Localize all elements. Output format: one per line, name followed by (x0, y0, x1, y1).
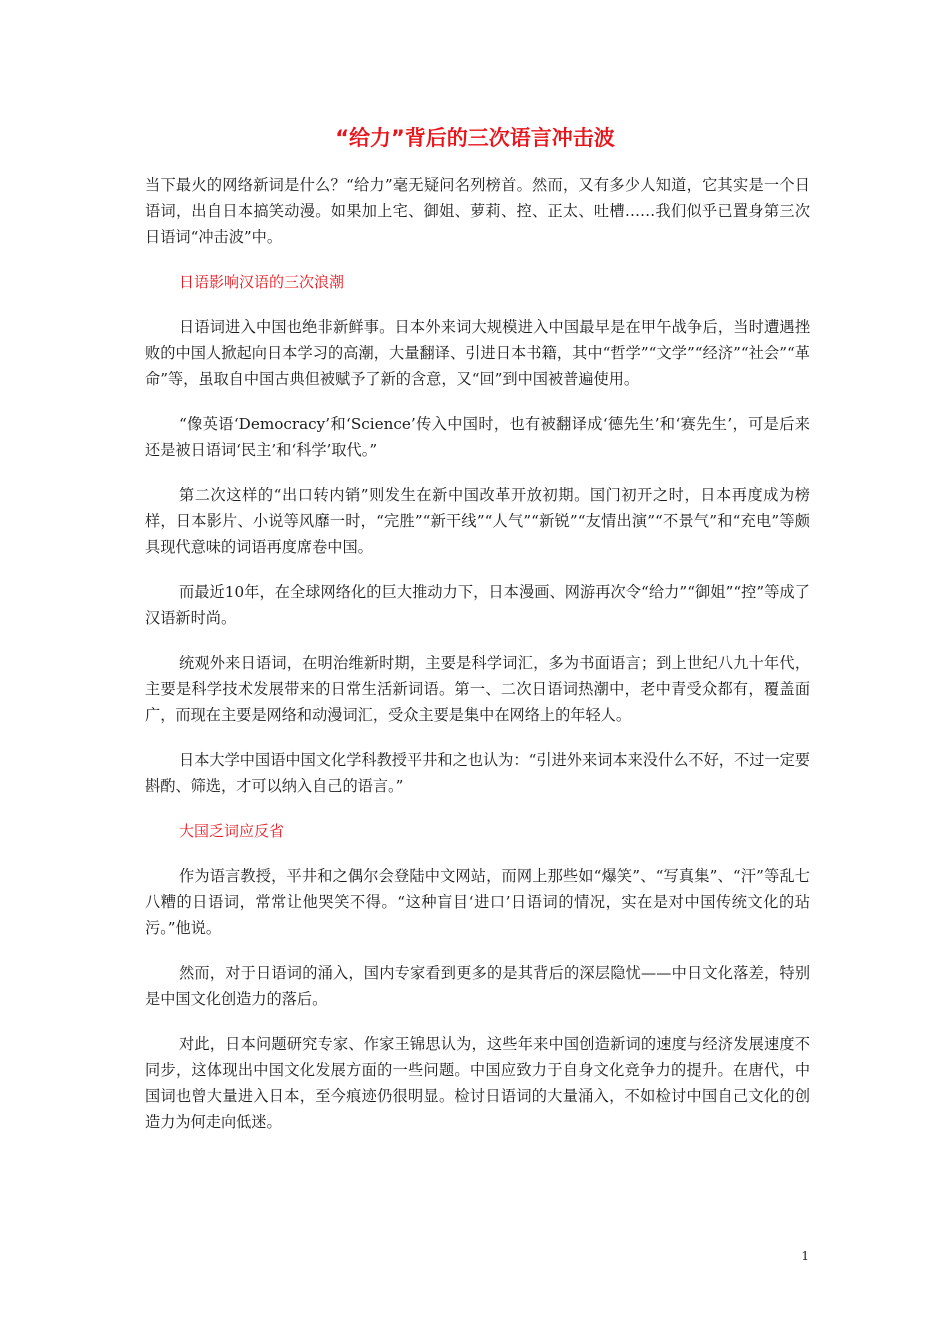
section-heading-reflection: 大国乏词应反省 (179, 822, 285, 840)
paragraph: 日语词进入中国也绝非新鲜事。日本外来词大规模进入中国最早是在甲午战争后，当时遭遇挫败的中国人掀起向日本学习的高潮，大量翻译、引进日本书籍，其中“哲学”“文学”“经济”“社会”“革命”等，虽取自中国古典但被赋予了新的含意，又“回”到中国被普遍使用。 (145, 318, 810, 388)
paragraph: 作为语言教授，平井和之偶尔会登陆中文网站，而网上那些如“爆笑”、“写真集”、“汗”等乱七八糟的日语词，常常让他哭笑不得。“这种盲目‘进口’日语词的情况，实在是对中国传统文化的玷污。”他说。 (145, 867, 810, 937)
paragraph: “像英语‘Democracy’和‘Science’传入中国时，也有被翻译成‘德先生’和‘赛先生’，可是后来还是被日语词‘民主’和‘科学’取代。” (145, 415, 810, 459)
document-body (145, 172, 810, 1154)
paragraph-intro: 当下最火的网络新词是什么？“给力”毫无疑问名列榜首。然而，又有多少人知道，它其实是一个日语词，出自日本搞笑动漫。如果加上宅、御姐、萝莉、控、正太、吐槽……我们似乎已置身第三次日语词“冲击波”中。 (145, 176, 810, 246)
section-heading-three-waves: 日语影响汉语的三次浪潮 (179, 273, 345, 291)
paragraph: 对此，日本问题研究专家、作家王锦思认为，这些年来中国创造新词的速度与经济发展速度不同步，这体现出中国文化发展方面的一些问题。中国应致力于自身文化竞争力的提升。在唐代，中国词也曾大量进入日本，至今痕迹仍很明显。检讨日语词的大量涌入，不如检讨中国自己文化的创造力为何走向低迷。 (145, 1035, 810, 1131)
paragraph: 而最近10年，在全球网络化的巨大推动力下，日本漫画、网游再次令“给力”“御姐”“控”等成了汉语新时尚。 (145, 583, 810, 627)
document-title: “给力”背后的三次语言冲击波 (335, 126, 615, 150)
paragraph: 然而，对于日语词的涌入，国内专家看到更多的是其背后的深层隐忧——中日文化落差，特别是中国文化创造力的落后。 (145, 964, 810, 1008)
paragraph: 第二次这样的“出口转内销”则发生在新中国改革开放初期。国门初开之时，日本再度成为榜样，日本影片、小说等风靡一时，“完胜”“新干线”“人气”“新锐”“友情出演”“不景气”和“充电”等颇具现代意味的词语再度席卷中国。 (145, 486, 810, 556)
page-number: 1 (801, 1249, 809, 1263)
paragraph: 统观外来日语词，在明治维新时期，主要是科学词汇，多为书面语言；到上世纪八九十年代，主要是科学技术发展带来的日常生活新词语。第一、二次日语词热潮中，老中青受众都有，覆盖面广，而现在主要是网络和动漫词汇，受众主要是集中在网络上的年轻人。 (145, 654, 810, 724)
paragraph: 日本大学中国语中国文化学科教授平井和之也认为：“引进外来词本来没什么不好，不过一定要斟酌、筛选，才可以纳入自己的语言。” (145, 751, 810, 795)
